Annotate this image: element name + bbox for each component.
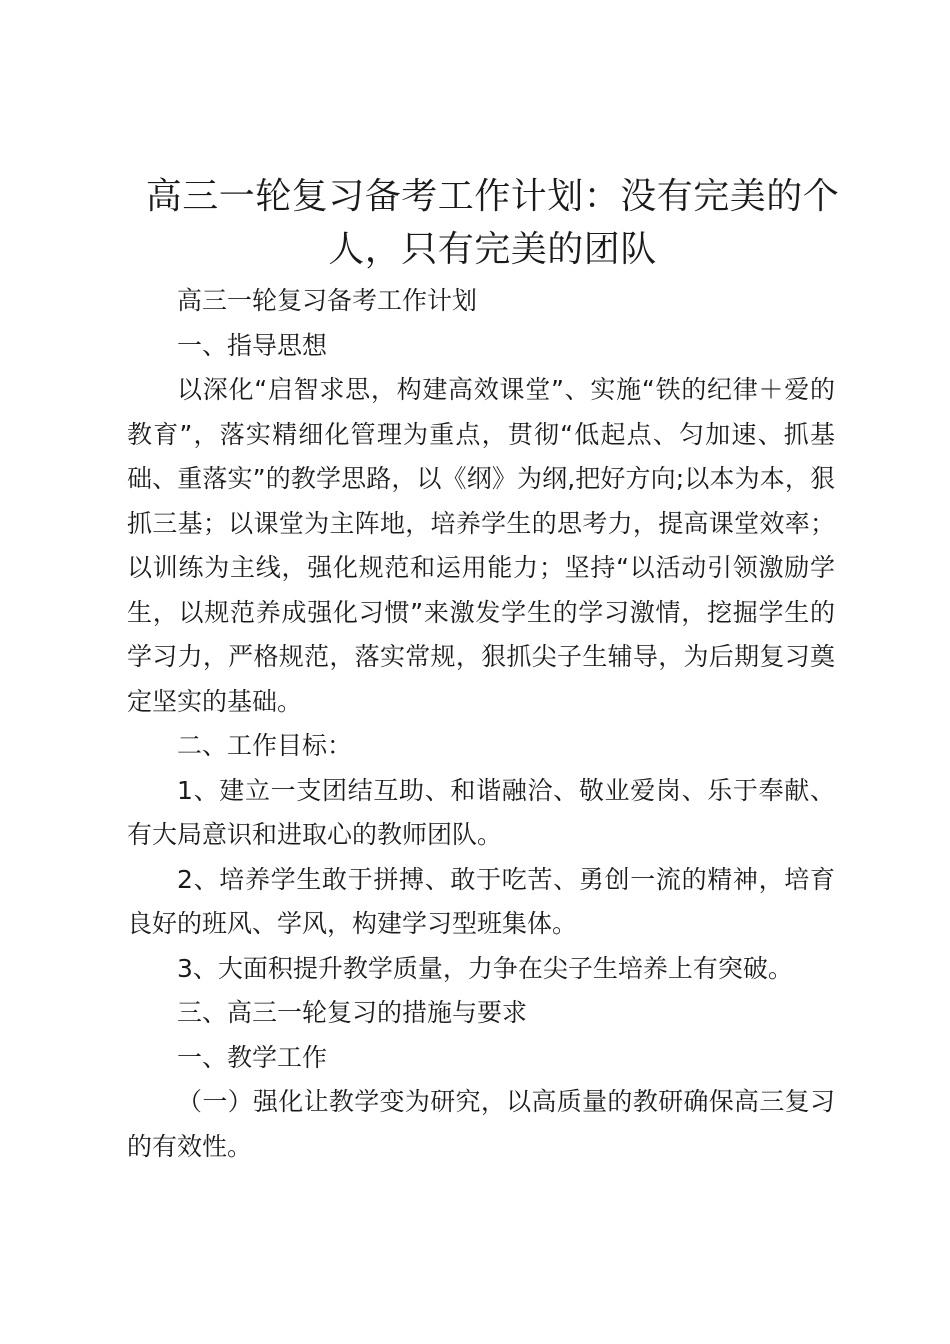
section-heading-work-goals: 二、工作目标： [177, 731, 353, 760]
subtitle-paragraph: 高三一轮复习备考工作计划 [177, 286, 478, 315]
goal-item-3: 3、大面积提升教学质量，力争在尖子生培养上有突破。 [177, 953, 793, 983]
subsection-heading-teaching-work: 一、教学工作 [177, 1042, 328, 1072]
goal-item-2: 2、培养学生敢于拼搏、敢于吃苦、勇创一流的精神，培育良好的班风、学风，构建学习型班集体。 [127, 864, 835, 938]
subsection-item-1: （一）强化让教学变为研究，以高质量的教研确保高三复习的有效性。 [127, 1087, 835, 1161]
body-paragraph: 以深化“启智求思，构建高效课堂”、实施“铁的纪律＋爱的教育”，落实精细化管理为重点，贯彻“低起点、匀加速、抓基础、重落实”的教学思路，以《纲》为纲,把好方向;以本为本，狠抓三基；以课堂为主阵地，培养学生的思考力，提高课堂效率；以训练为主线，强化规范和运用能力；坚持“以活动引领激励学生，以规范养成强化习惯”来激发学生的学习激情，挖掘学生的学习力，严格规范，落实常规，狠抓尖子生辅导，为后期复习奠定坚实的基础。 [127, 375, 835, 716]
document-title: 高三一轮复习备考工作计划：没有完美的个人，只有完美的团队 [145, 176, 840, 270]
goal-item-1: 1、建立一支团结互助、和谐融洽、敬业爱岗、乐于奉献、有大局意识和进取心的教师团队。 [127, 775, 835, 849]
document-body [127, 279, 835, 1169]
section-heading-measures: 三、高三一轮复习的措施与要求 [177, 998, 528, 1027]
section-heading-guiding-ideology: 一、指导思想 [177, 330, 328, 360]
